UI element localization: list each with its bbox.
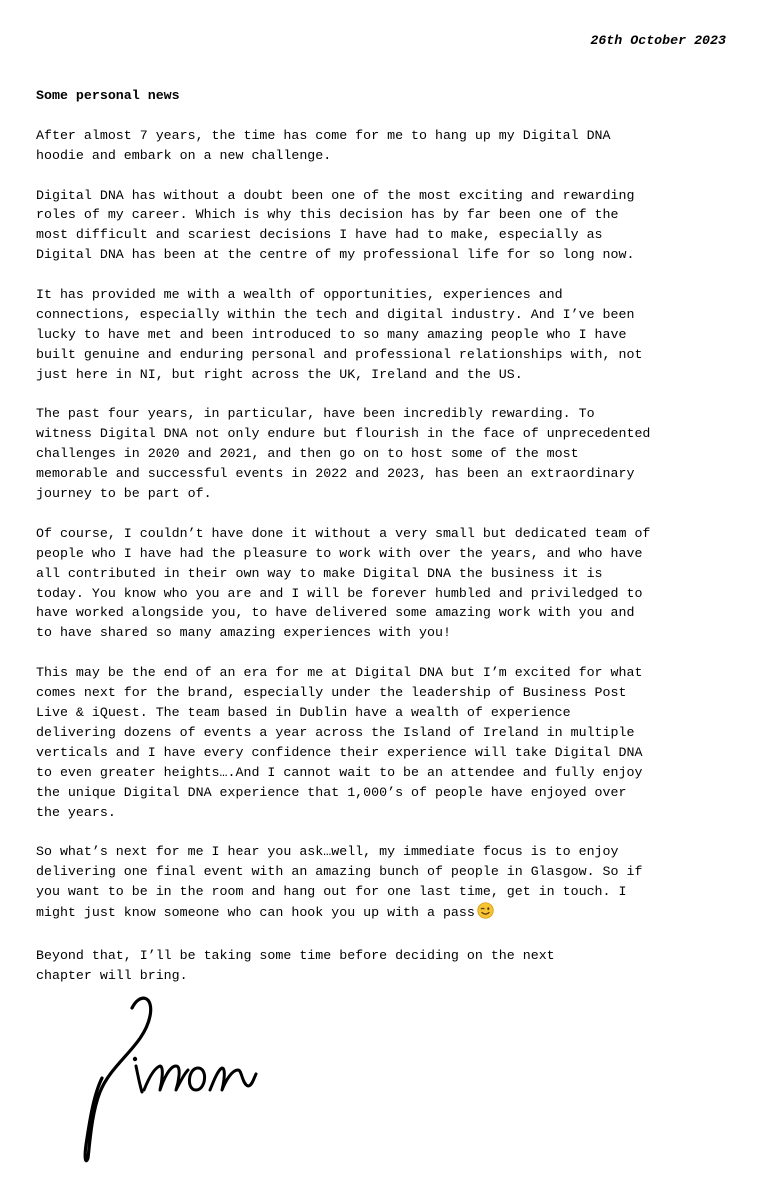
paragraph-7: So what’s next for me I hear you ask…well, my immediate focus is to enjoy delivering one final event with an amazing bunch of people in Glasgow. So if you want to be in the room and hang out for one last time, get in touch. I might just know someone who can hook you up with a pass <box>36 844 643 921</box>
letter-body <box>36 86 736 1006</box>
paragraph-7-wrapper <box>36 842 736 926</box>
paragraph-2: Digital DNA has without a doubt been one of the most exciting and rewarding roles of my career. Which is why this decision has by far been one of the most difficult and scariest decisions I have had to make, especially as Digital DNA has been at the centre of my professional life for so long now. <box>36 187 635 263</box>
paragraph-1: After almost 7 years, the time has come for me to hang up my Digital DNA hoodie and embark on a new challenge. <box>36 127 611 163</box>
paragraph-6: This may be the end of an era for me at Digital DNA but I’m excited for what comes next for the brand, especially under the leadership of Business Post Live & iQuest. The team based in Dublin have a wealth of experience delivering dozens of events a year across the Island of Ireland in multiple verticals and I have every confidence their experience will take Digital DNA to even greater heights….And I cannot wait to be an attendee and fully enjoy the unique Digital DNA experience that 1,000’s of people have enjoyed over the years. <box>36 665 643 820</box>
paragraph-3: It has provided me with a wealth of opportunities, experiences and connections, especially within the tech and digital industry. And I’ve been lucky to have met and been introduced to so many amazing people who I have built genuine and enduring personal and professional relationships with, not just here in NI, but right across the UK, Ireland and the US. <box>36 287 643 382</box>
paragraph-5: Of course, I couldn’t have done it without a very small but dedicated team of people who I have had the pleasure to work with over the years, and who have all contributed in their own way to make Digital DNA the business it is today. You know who you are and I will be forever humbled and priviledged to have worked alongside you, to have delivered some amazing work with you and to have shared so many amazing experiences with you! <box>36 525 651 641</box>
winking-face-icon <box>477 902 494 926</box>
signature-image <box>72 990 272 1170</box>
letter-date: 26th October 2023 <box>590 33 726 48</box>
paragraph-4: The past four years, in particular, have been incredibly rewarding. To witness Digital DNA not only endure but flourish in the face of unprecedented challenges in 2020 and 2021, and then go on to host some of the most memorable and successful events in 2022 and 2023, has been an extraordinary journey to be part of. <box>36 406 651 502</box>
letter-heading: Some personal news <box>36 88 180 103</box>
paragraph-8: Beyond that, I’ll be taking some time before deciding on the next chapter will bring. <box>36 947 555 983</box>
